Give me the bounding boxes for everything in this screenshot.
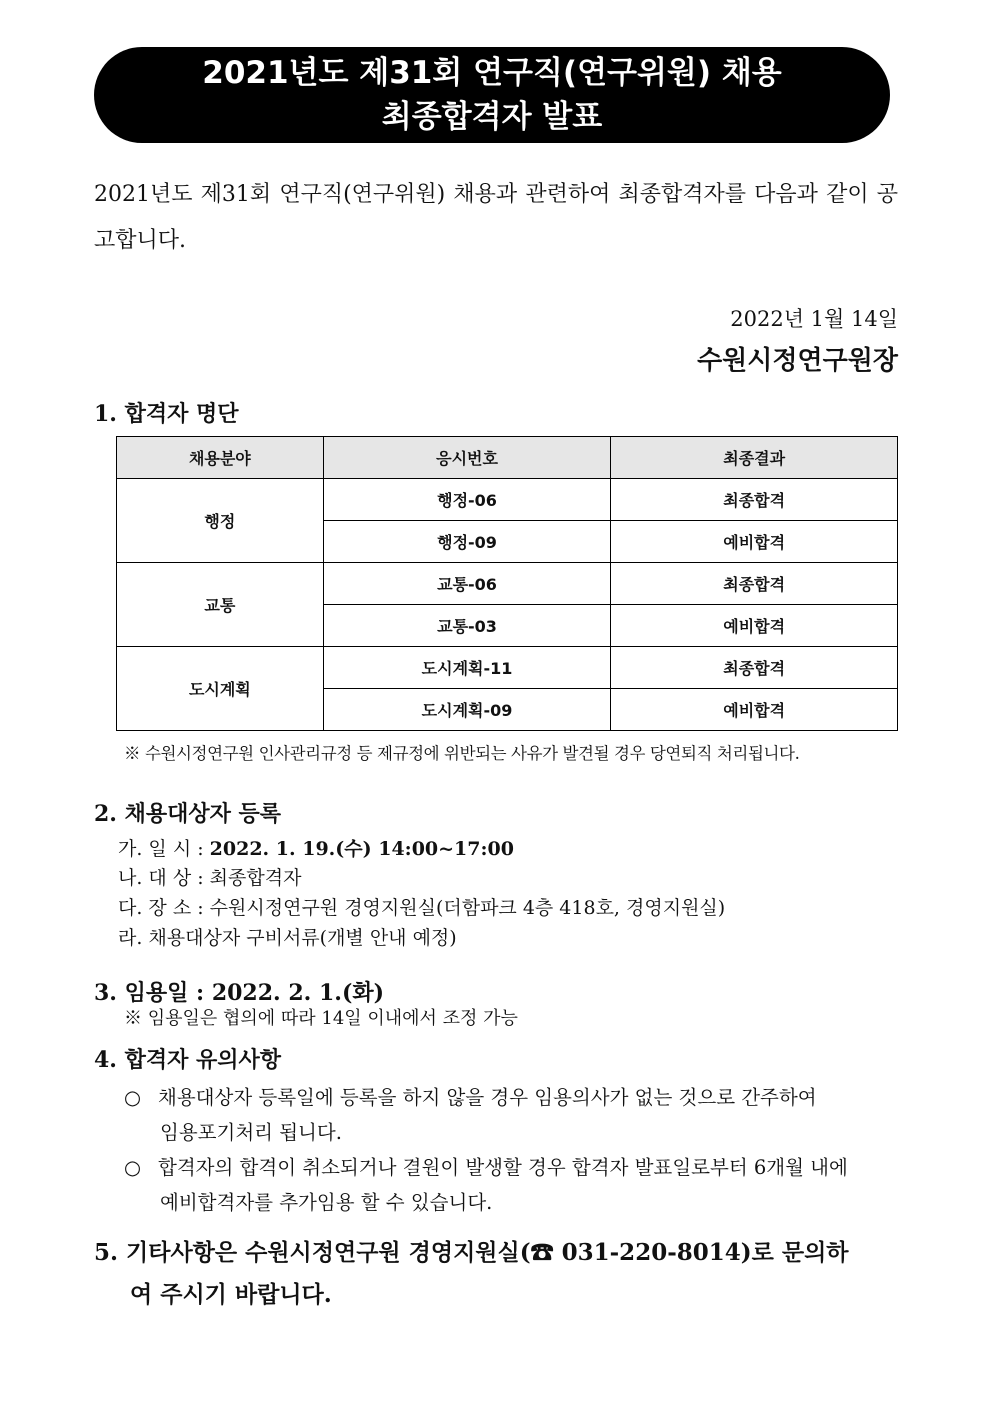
required-documents xyxy=(118,923,457,950)
header-result: 최종결과 xyxy=(611,437,898,479)
title-banner xyxy=(94,47,890,143)
section-4-heading: 4. 합격자 유의사항 xyxy=(94,1047,282,1073)
table-row xyxy=(117,647,898,689)
result-cell: 예비합격 xyxy=(611,689,898,731)
item-value: 수원시정연구원 경영지원실(더함파크 4층 418호, 경영지원실) xyxy=(209,897,726,919)
notice-bullet xyxy=(124,1150,898,1220)
signer-name: 수원시정연구원장 xyxy=(697,346,898,376)
field-cell: 행정 xyxy=(117,479,324,563)
table-header-row xyxy=(117,437,898,479)
exam-number-cell: 도시계획-11 xyxy=(323,647,611,689)
exam-number-cell: 도시계획-09 xyxy=(323,689,611,731)
result-cell: 예비합격 xyxy=(611,521,898,563)
item-value: 최종합격자 xyxy=(209,867,302,889)
registration-target xyxy=(118,863,301,890)
exam-number-cell: 행정-09 xyxy=(323,521,611,563)
result-cell: 최종합격 xyxy=(611,479,898,521)
intro-paragraph: 2021년도 제31회 연구직(연구위원) 채용과 관련하여 최종합격자를 다음과 같이 공고합니다. xyxy=(94,182,898,253)
circle-bullet-icon: ○ xyxy=(124,1156,142,1179)
title-line-2: 최종합격자 발표 xyxy=(381,99,603,135)
result-cell: 예비합격 xyxy=(611,605,898,647)
item-label: 가. 일 시 : xyxy=(118,838,210,860)
field-cell: 도시계획 xyxy=(117,647,324,731)
field-cell: 교통 xyxy=(117,563,324,647)
item-value: 채용대상자 구비서류(개별 안내 예정) xyxy=(148,927,457,949)
bullet-text-continued: 예비합격자를 추가임용 할 수 있습니다. xyxy=(160,1191,493,1214)
registration-place xyxy=(118,893,725,920)
notice-bullet xyxy=(124,1080,898,1150)
result-table xyxy=(116,436,898,731)
announcement-date: 2022년 1월 14일 xyxy=(730,307,898,331)
table-row xyxy=(117,563,898,605)
section-1-heading: 1. 합격자 명단 xyxy=(94,401,239,427)
contact-line-1: 5. 기타사항은 수원시정연구원 경영지원실(☎ 031-220-8014)로 문의하 xyxy=(94,1239,849,1266)
result-cell: 최종합격 xyxy=(611,563,898,605)
item-label: 라. xyxy=(118,927,149,949)
appointment-note: ※ 임용일은 협의에 따라 14일 이내에서 조정 가능 xyxy=(124,1008,518,1029)
title-line-1: 2021년도 제31회 연구직(연구위원) 채용 xyxy=(202,55,782,91)
header-field: 채용분야 xyxy=(117,437,324,479)
registration-datetime xyxy=(118,834,514,861)
table-row xyxy=(117,479,898,521)
section-3-heading: 3. 임용일 : 2022. 2. 1.(화) xyxy=(94,980,385,1006)
contact-line-2: 여 주시기 바랍니다. xyxy=(130,1281,332,1308)
bullet-text: 채용대상자 등록일에 등록을 하지 않을 경우 임용의사가 없는 것으로 간주하여 xyxy=(158,1086,817,1109)
exam-number-cell: 교통-06 xyxy=(323,563,611,605)
exam-number-cell: 교통-03 xyxy=(323,605,611,647)
bullet-text: 합격자의 합격이 취소되거나 결원이 발생할 경우 합격자 발표일로부터 6개월 내에 xyxy=(158,1156,848,1179)
header-exam-number: 응시번호 xyxy=(323,437,611,479)
section-5-contact xyxy=(94,1232,898,1316)
exam-number-cell: 행정-06 xyxy=(323,479,611,521)
result-cell: 최종합격 xyxy=(611,647,898,689)
section-2-heading: 2. 채용대상자 등록 xyxy=(94,801,282,827)
item-label: 나. 대 상 : xyxy=(118,867,210,889)
circle-bullet-icon: ○ xyxy=(124,1086,142,1109)
item-label: 다. 장 소 : xyxy=(118,897,210,919)
item-value: 2022. 1. 19.(수) 14:00~17:00 xyxy=(209,838,514,860)
dismissal-note: ※ 수원시정연구원 인사관리규정 등 제규정에 위반되는 사유가 발견될 경우 당연퇴직 처리됩니다. xyxy=(124,744,800,763)
bullet-text-continued: 임용포기처리 됩니다. xyxy=(160,1121,342,1144)
